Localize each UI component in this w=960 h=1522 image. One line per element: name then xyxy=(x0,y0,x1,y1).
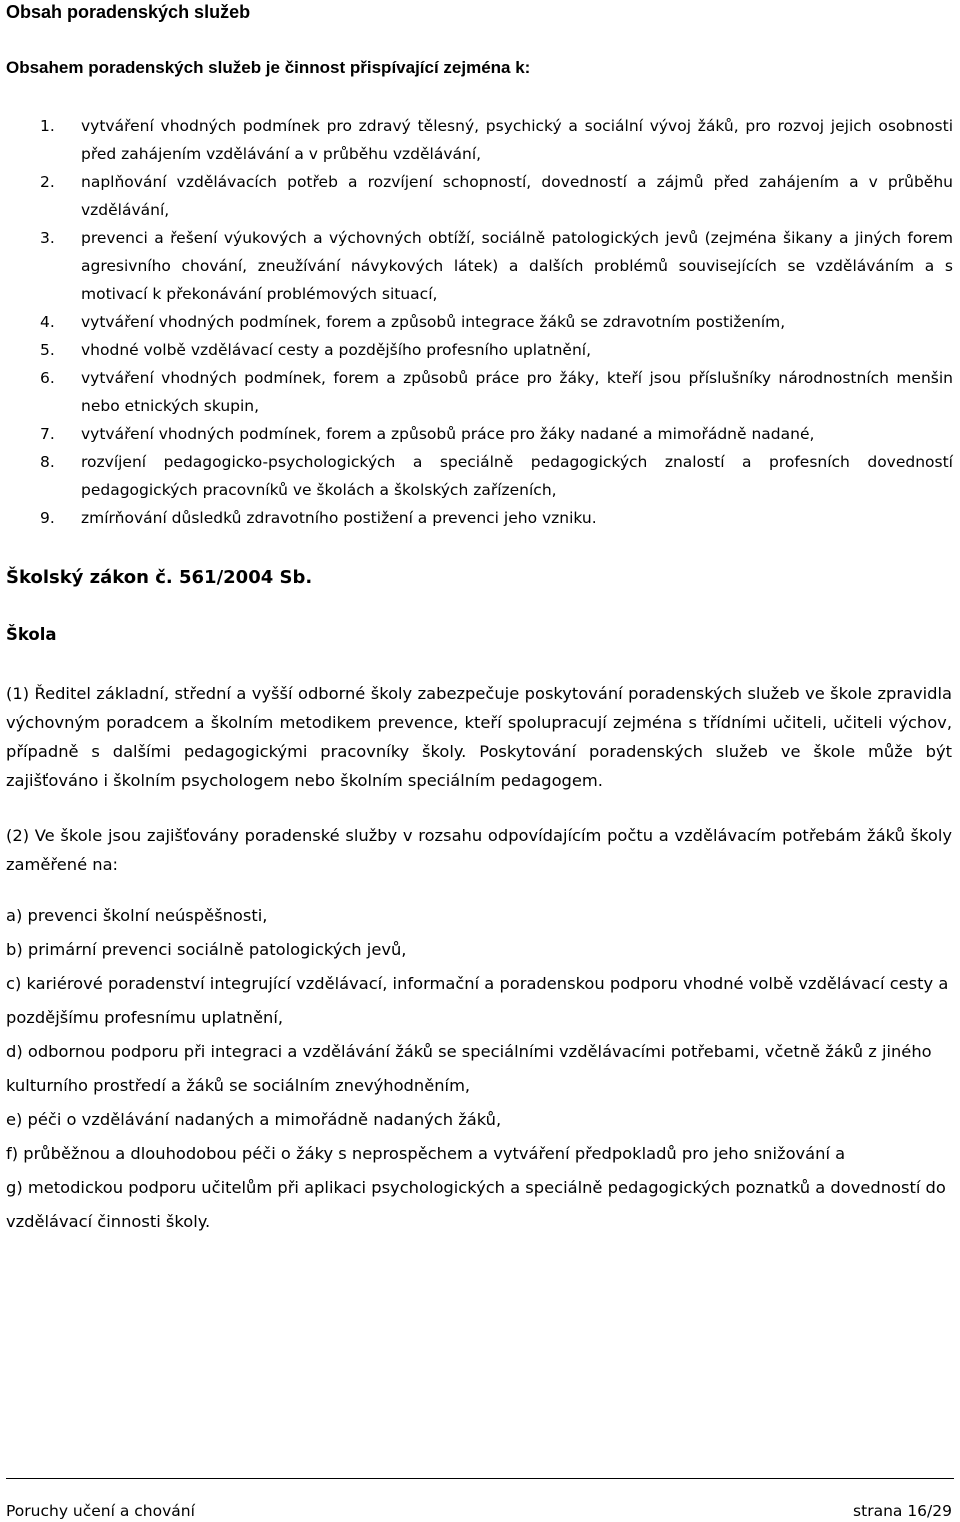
list-item-text: vhodné volbě vzdělávací cesty a pozdějšího profesního uplatnění, xyxy=(81,341,592,359)
list-item-number: 6. xyxy=(40,369,55,387)
list-item-number: 8. xyxy=(40,453,55,471)
list-item: c) kariérové poradenství integrující vzdělávací, informační a poradenskou podporu vhodné volbě vzdělávací cesty a pozdějšímu profesnímu uplatnění, xyxy=(6,974,949,1027)
list-item: e) péči o vzdělávání nadaných a mimořádně nadaných žáků, xyxy=(6,1110,502,1129)
lettered-list xyxy=(6,899,952,1239)
list-item: f) průběžnou a dlouhodobou péči o žáky s neprospěchem a vytváření předpokladů pro jeho snižování a xyxy=(6,1144,846,1163)
list-item-number: 7. xyxy=(40,425,55,443)
list-item-text: vytváření vhodných podmínek, forem a způsobů práce pro žáky, kteří jsou příslušníky národnostních menšin nebo etnických skupin, xyxy=(81,369,953,415)
list-item-text: prevenci a řešení výukových a výchovných obtíží, sociálně patologických jevů (zejména šikany a jiných forem agresivního chování, zneužívání návykových látek) a dalších problémů souvisejících se vzděláváním a s motivací k překonávání problémových situací, xyxy=(81,229,953,303)
list-item-number: 2. xyxy=(40,173,55,191)
intro-heading: Obsahem poradenských služeb je činnost přispívající zejména k: xyxy=(6,58,531,77)
list-item: d) odbornou podporu při integraci a vzdělávání žáků se speciálními vzdělávacími potřebami, včetně žáků z jiného kulturního prostředí a žáků se sociálním znevýhodněním, xyxy=(6,1042,932,1095)
list-item-text: vytváření vhodných podmínek, forem a způsobů integrace žáků se zdravotním postižením, xyxy=(81,313,786,331)
list-item xyxy=(40,420,953,448)
list-item-text: vytváření vhodných podmínek, forem a způsobů práce pro žáky nadané a mimořádně nadané, xyxy=(81,425,815,443)
list-item-text: zmírňování důsledků zdravotního postižení a prevenci jeho vzniku. xyxy=(81,509,597,527)
list-item: g) metodickou podporu učitelům při aplikaci psychologických a speciálně pedagogických poznatků a dovedností do vzdělávací činnosti školy. xyxy=(6,1178,946,1231)
law-heading: Školský zákon č. 561/2004 Sb. xyxy=(6,567,313,588)
list-item-text: vytváření vhodných podmínek pro zdravý tělesný, psychický a sociální vývoj žáků, pro rozvoj jejich osobnosti před zahájením vzdělávání a v průběhu vzdělávání, xyxy=(81,117,953,163)
list-item xyxy=(40,504,953,532)
list-item xyxy=(40,448,953,504)
list-item xyxy=(40,168,953,224)
list-item xyxy=(40,364,953,420)
page-number: strana 16/29 xyxy=(853,1502,952,1520)
list-item-text: rozvíjení pedagogicko-psychologických a speciálně pedagogických znalostí a profesních dovedností pedagogických pracovníků ve školách a školských zařízeních, xyxy=(81,453,953,499)
paragraph-2: (2) Ve škole jsou zajišťovány poradenské služby v rozsahu odpovídajícím počtu a vzdělávacím potřebám žáků školy zaměřené na: xyxy=(6,826,952,874)
list-item-number: 3. xyxy=(40,229,55,247)
list-item-number: 4. xyxy=(40,313,55,331)
list-item xyxy=(40,112,953,168)
paragraph-1: (1) Ředitel základní, střední a vyšší odborné školy zabezpečuje poskytování poradenských služeb ve škole zpravidla výchovným poradcem a školním metodikem prevence, kteří spolupracují zejména s třídními učiteli, učiteli výchov, případně s dalšími pedagogickými pracovníky školy. Poskytování poradenských služeb ve škole může být zajišťováno i školním psychologem nebo školním speciálním pedagogem. xyxy=(6,684,952,790)
school-heading: Škola xyxy=(6,625,57,644)
list-item-text: naplňování vzdělávacích potřeb a rozvíjení schopností, dovedností a zájmů před zahájením a v průběhu vzdělávání, xyxy=(81,173,953,219)
list-item xyxy=(40,308,953,336)
list-item-number: 1. xyxy=(40,117,55,135)
list-item: b) primární prevenci sociálně patologických jevů, xyxy=(6,940,407,959)
list-item xyxy=(40,224,953,308)
list-item-number: 9. xyxy=(40,509,55,527)
numbered-list xyxy=(40,112,953,532)
list-item xyxy=(40,336,953,364)
footer-divider xyxy=(6,1478,954,1479)
footer-document-title: Poruchy učení a chování xyxy=(6,1502,195,1520)
page-title: Obsah poradenských služeb xyxy=(6,2,251,22)
list-item: a) prevenci školní neúspěšnosti, xyxy=(6,906,268,925)
list-item-number: 5. xyxy=(40,341,55,359)
